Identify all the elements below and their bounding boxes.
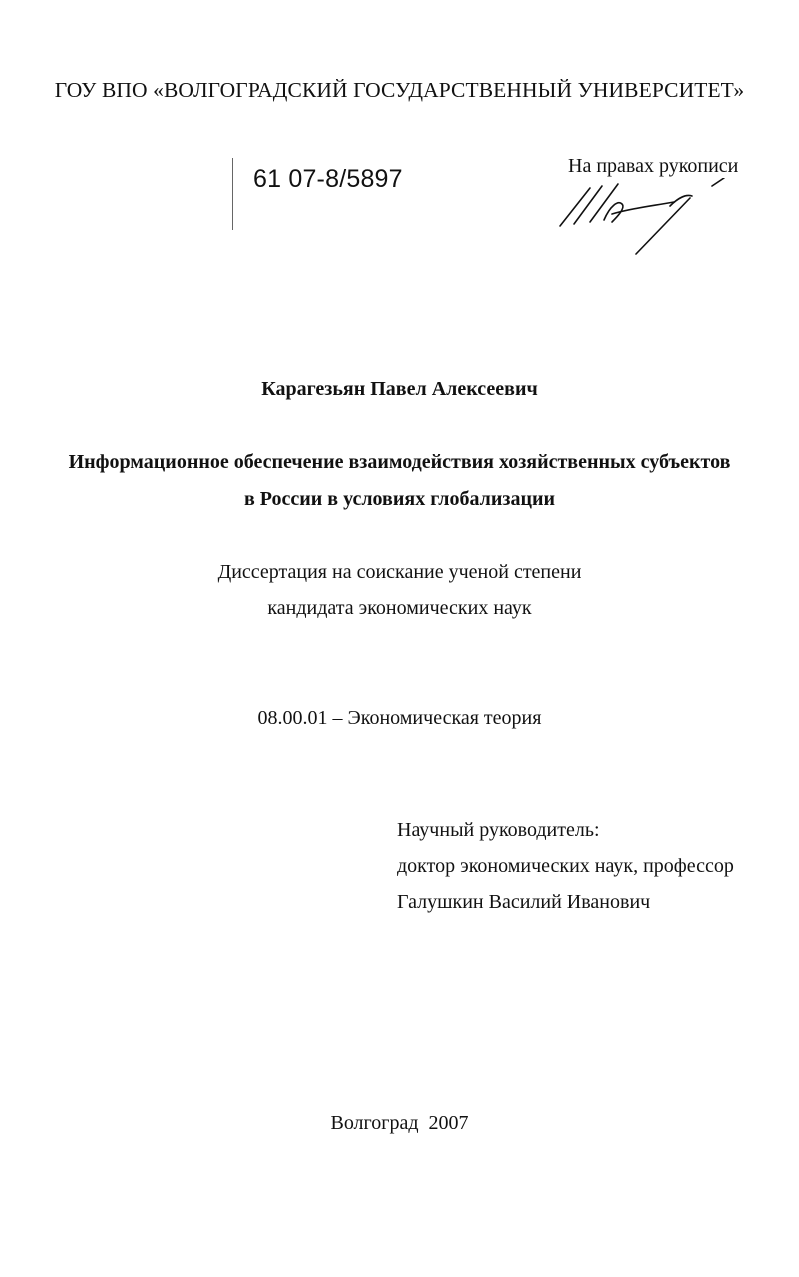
signature-image [552, 178, 732, 258]
advisor-name: Галушкин Василий Иванович [397, 891, 651, 913]
degree-line-2: кандидата экономических наук [267, 597, 532, 619]
advisor-degree: доктор экономических наук, профессор [397, 855, 734, 877]
manuscript-rights-label: На правах рукописи [568, 155, 739, 177]
advisor-label: Научный руководитель: [397, 819, 600, 841]
specialty-code: 08.00.01 – Экономическая теория [257, 707, 542, 729]
archive-margin-rule [232, 158, 233, 230]
city-year: Волгоград 2007 [330, 1112, 469, 1134]
author-name: Карагезьян Павел Алексеевич [261, 378, 538, 400]
dissertation-title-line-1: Информационное обеспечение взаимодействия хозяйственных субъектов [68, 451, 731, 473]
archive-code: 61 07-8/5897 [253, 165, 403, 193]
degree-line-1: Диссертация на соискание ученой степени [217, 561, 582, 583]
dissertation-title-line-2: в России в условиях глобализации [243, 488, 556, 510]
university-header: ГОУ ВПО «ВОЛГОГРАДСКИЙ ГОСУДАРСТВЕННЫЙ УНИВЕРСИТЕТ» [54, 78, 745, 102]
